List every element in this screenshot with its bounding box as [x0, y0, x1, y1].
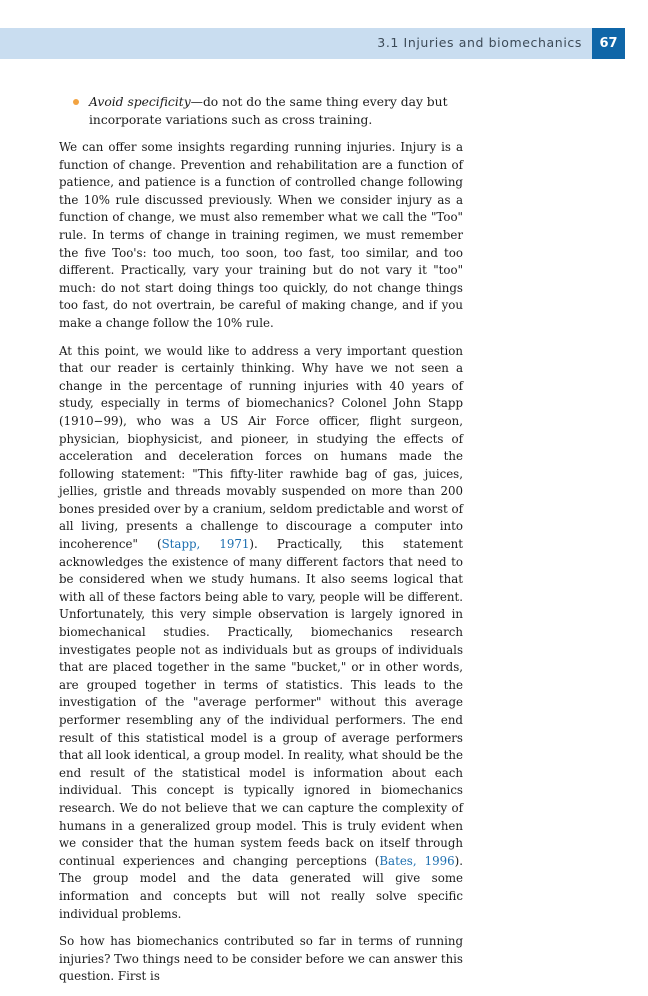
paragraph-1: We can offer some insights regarding running injuries. Injury is a function of change. Prevention and rehabilitation are a function of patience, and patience is a function of controlled change following the 10% rule discussed previously. When we consider injury as a function of change, we must also remember what we call the "Too" rule. In terms of change in training regimen, we must remember the five Too's: too much, too soon, too fast, too similar, and too different. Practically, vary your training but do not vary it "too" much: do not start doing things too quickly, do not change things too fast, do not overtrain, be careful of making change, and if you make a change follow the 10% rule. [59, 140, 463, 330]
citation-bates-1996[interactable]: Bates, 1996 [379, 853, 455, 868]
running-header-band [0, 28, 592, 59]
page-number: 67 [592, 28, 625, 59]
bullet-text: —do not do the same thing every day but incorporate variations such as cross training. [89, 95, 448, 127]
paragraph-2 [59, 343, 463, 924]
paragraph-3: So how has biomechanics contributed so far in terms of running injuries? Two things need to be consider before we can answer this question. First is [59, 934, 463, 984]
bullet-item [59, 93, 463, 129]
paragraph-2-part-a: At this point, we would like to address a very important question that our reader is certainly thinking. Why have we not seen a change in the percentage of running injuries with 40 years of study, especially in terms of biomechanics? Colonel John Stapp (1910−99), who was a US Air Force officer, flight surgeon, physician, biophysicist, and pioneer, in studying the effects of acceleration and deceleration forces on humans made the following statement: "This fifty-liter rawhide bag of gas, juices, jellies, gristle and threads movably suspended on more than 200 bones presided over by a cranium, seldom predictable and worst of all living, presents a challenge to discourage a computer into incoherence" ( [59, 343, 463, 552]
paragraph-2-part-c: ). The group model and the data generated will give some information and concepts but will not really solve specific individual problems. [59, 853, 463, 921]
bullet-term: Avoid specificity [89, 95, 191, 109]
body-text [59, 93, 463, 996]
paragraph-2-part-b: ). Practically, this statement acknowledges the existence of many different factors that need to be considered when we study humans. It also seems logical that with all of these factors being able to vary, people will be different. Unfortunately, this very simple observation is largely ignored in biomechanical studies. Practically, biomechanics research investigates people not as individuals but as groups of individuals that are placed together in the same "bucket," or in other words, are grouped together in terms of statistics. This leads to the investigation of the "average performer" without this average performer resembling any of the individual performers. The end result of this statistical model is a group of average performers that all look identical, a group model. In reality, what should be the end result of the statistical model is information about each individual. This concept is typically ignored in biomechanics research. We do not believe that we can capture the complexity of humans in a generalized group model. This is truly evident when we consider that the human system feeds back on itself through continual experiences and changing perceptions ( [59, 537, 464, 868]
citation-stapp-1971[interactable]: Stapp, 1971 [161, 537, 250, 552]
bullet-dot-icon [73, 99, 79, 105]
running-header-title: 3.1 Injuries and biomechanics [377, 35, 582, 50]
